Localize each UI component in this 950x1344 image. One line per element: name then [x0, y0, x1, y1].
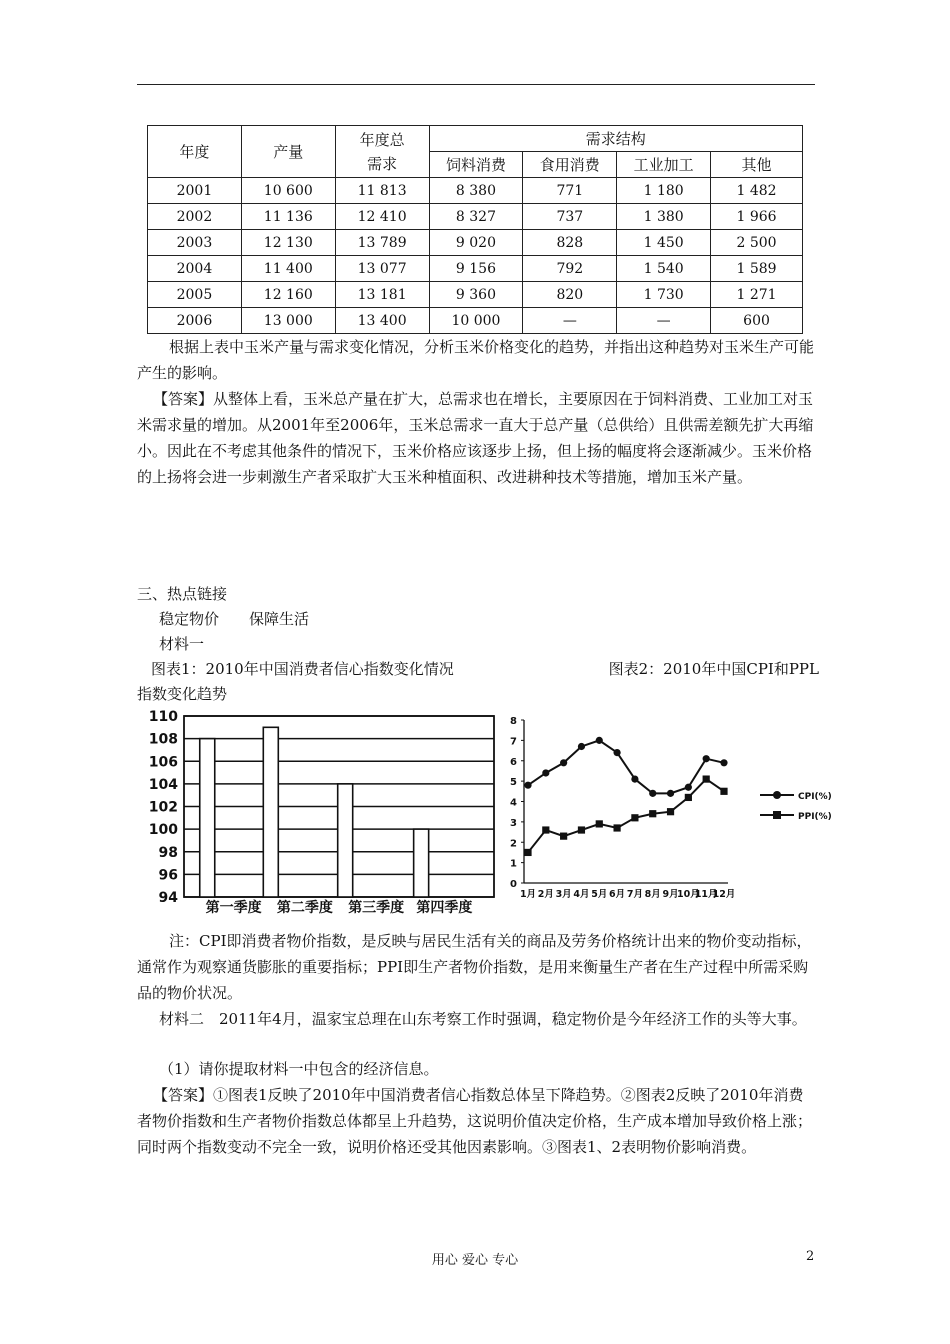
y-tick-label: 98: [158, 844, 178, 861]
table-cell: 12 410: [335, 204, 429, 230]
table-cell: 600: [711, 308, 803, 334]
table-cell: 1 482: [711, 178, 803, 204]
data-point: [542, 826, 549, 833]
x-tick-label: 6月: [609, 889, 626, 900]
bar: [200, 739, 215, 897]
x-tick-label: 1月: [519, 889, 537, 900]
page-number: 2: [806, 1249, 815, 1264]
table-cell: 8 380: [429, 178, 523, 204]
data-point: [542, 769, 549, 776]
table-cell: 11 400: [241, 256, 335, 282]
table-cell: 13 400: [335, 308, 429, 334]
table-cell: 1 450: [617, 230, 711, 256]
table-cell: 771: [523, 178, 617, 204]
material-1-label: 材料一: [159, 635, 205, 653]
y-tick-label: 5: [510, 777, 517, 789]
data-point: [720, 759, 727, 766]
data-point: [703, 755, 710, 762]
data-point: [578, 826, 585, 833]
table-cell: 8 327: [429, 204, 523, 230]
x-tick-label: 第三季度: [348, 900, 405, 916]
question-1: 根据上表中玉米产量与需求变化情况，分析玉米价格变化的趋势，并指出这种趋势对玉米生产可能产生的影响。: [137, 338, 815, 382]
table-cell: 2004: [148, 256, 242, 282]
data-point: [667, 808, 674, 815]
legend-marker: [773, 811, 781, 819]
x-tick-label: 5月: [591, 889, 608, 900]
table-cell: 1 380: [617, 204, 711, 230]
table-row: [148, 282, 803, 308]
x-tick-label: 2月: [537, 889, 554, 900]
x-tick-label: 第二季度: [276, 900, 333, 916]
x-tick-label: 第一季度: [205, 900, 262, 916]
topic-line: 稳定物价 保障生活: [159, 610, 310, 628]
x-tick-label: 3月: [555, 889, 572, 900]
col-structure-header: 需求结构: [429, 126, 802, 152]
table-cell: 1 271: [711, 282, 803, 308]
table-row: [148, 178, 803, 204]
y-tick-label: 0: [510, 879, 517, 890]
x-tick-label: 7月: [626, 889, 643, 900]
data-point: [667, 790, 674, 797]
table-cell: 1 540: [617, 256, 711, 282]
x-tick-label: 4月: [573, 889, 590, 900]
col-industry-header: 工业加工: [617, 152, 711, 178]
legend-label: PPI(%): [798, 812, 832, 822]
table-cell: 10 600: [241, 178, 335, 204]
table-cell: —: [523, 308, 617, 334]
y-tick-label: 8: [510, 716, 517, 727]
data-point: [685, 784, 692, 791]
data-point: [703, 775, 710, 782]
answer-2: 【答案】①图表1反映了2010年中国消费者信心指数总体呈下降趋势。②图表2反映了2010年消费者物价指数和生产者物价指数总体都呈上升趋势，这说明价值决定价格，生产成本增加导致价格上涨；同时两个指数变动不完全一致，说明价格还受其他因素影响。③图表1、2表明物价影响消费。: [137, 1086, 813, 1156]
corn-supply-demand-table: [147, 125, 803, 334]
table-cell: 12 160: [241, 282, 335, 308]
data-point: [631, 775, 638, 782]
data-point: [631, 814, 638, 821]
data-point: [720, 788, 727, 795]
bar: [414, 829, 429, 897]
question-2: （1）请你提取材料一中包含的经济信息。: [159, 1060, 439, 1078]
x-tick-label: 8月: [644, 889, 661, 900]
table-row: [148, 230, 803, 256]
data-point: [560, 833, 567, 840]
x-tick-label: 第四季度: [416, 900, 473, 916]
data-point: [596, 820, 603, 827]
data-point: [560, 759, 567, 766]
data-point: [649, 810, 656, 817]
col-demand-header: [335, 126, 429, 178]
table-row: [148, 308, 803, 334]
y-tick-label: 6: [510, 756, 517, 768]
y-tick-label: 1: [510, 858, 517, 870]
table-cell: 11 136: [241, 204, 335, 230]
table-cell: 9 020: [429, 230, 523, 256]
note-paragraph: 注：CPI即消费者物价指数，是反映与居民生活有关的商品及劳务价格统计出来的物价变动指标，通常作为观察通货膨胀的重要指标；PPI即生产者物价指数，是用来衡量生产者在生产过程中所需采购品的物价状况。: [137, 932, 812, 1002]
y-tick-label: 110: [148, 709, 178, 725]
header-rule: [137, 84, 815, 85]
table-cell: 2005: [148, 282, 242, 308]
y-tick-label: 108: [148, 731, 178, 748]
section-title: 三、热点链接: [137, 585, 228, 603]
bar: [338, 784, 353, 897]
series-line: [528, 740, 724, 793]
y-tick-label: 106: [148, 754, 178, 771]
table-cell: 1 730: [617, 282, 711, 308]
table-cell: 10 000: [429, 308, 523, 334]
y-tick-label: 2: [510, 838, 517, 850]
material-2: 材料二 2011年4月，温家宝总理在山东考察工作时强调，稳定物价是今年经济工作的头等大事。: [159, 1010, 807, 1028]
y-tick-label: 94: [158, 890, 178, 906]
col-feed-header: 饲料消费: [429, 152, 523, 178]
x-tick-label: 9月: [662, 889, 679, 900]
table-cell: 1 180: [617, 178, 711, 204]
chart2-caption: 图表2：2010年中国CPI和PPL: [608, 660, 819, 678]
chart1-caption: 图表1：2010年中国消费者信心指数变化情况: [151, 660, 454, 678]
x-tick-label: 10月: [676, 889, 700, 900]
table-cell: 13 000: [241, 308, 335, 334]
chart2-caption-cont: 指数变化趋势: [137, 685, 228, 703]
col-demand-header-line2: 需求: [367, 154, 398, 173]
y-tick-label: 4: [510, 797, 517, 809]
table-cell: 820: [523, 282, 617, 308]
data-point: [524, 849, 531, 856]
cpi-ppi-line-chart: [500, 712, 845, 912]
table-cell: 2003: [148, 230, 242, 256]
table-cell: 737: [523, 204, 617, 230]
data-point: [649, 790, 656, 797]
y-tick-label: 100: [148, 822, 178, 839]
series-line: [528, 779, 724, 852]
data-point: [524, 782, 531, 789]
table-cell: 2006: [148, 308, 242, 334]
col-demand-header-line1: 年度总: [359, 130, 405, 149]
data-point: [685, 794, 692, 801]
col-year-header: 年度: [148, 126, 242, 178]
col-output-header: 产量: [241, 126, 335, 178]
y-tick-label: 3: [510, 817, 517, 829]
data-point: [613, 749, 620, 756]
table-cell: 9 156: [429, 256, 523, 282]
table-row: [148, 204, 803, 230]
y-tick-label: 7: [510, 736, 517, 748]
table-cell: 792: [523, 256, 617, 282]
x-tick-label: 11月: [694, 889, 718, 900]
y-tick-label: 102: [148, 799, 178, 816]
legend-label: CPI(%): [798, 792, 832, 802]
y-tick-label: 104: [148, 776, 178, 793]
col-other-header: 其他: [711, 152, 803, 178]
table-cell: 12 130: [241, 230, 335, 256]
table-cell: 13 077: [335, 256, 429, 282]
consumer-confidence-bar-chart: [137, 705, 512, 920]
table-cell: 13 181: [335, 282, 429, 308]
data-point: [613, 824, 620, 831]
page-footer: 用心 爱心 专心: [431, 1253, 519, 1268]
x-tick-label: 12月: [712, 889, 736, 900]
answer-1: 【答案】从整体上看，玉米总产量在扩大，总需求也在增长，主要原因在于饲料消费、工业加工对玉米需求量的增加。从2001年至2006年，玉米总需求一直大于总产量（总供给）且供需差额先扩大再缩小。因此在不考虑其他条件的情况下，玉米价格应该逐步上扬，但上扬的幅度将会逐渐减少。玉米价格的上扬将会进一步刺激生产者采取扩大玉米种植面积、改进耕种技术等措施，增加玉米产量。: [137, 390, 814, 486]
table-cell: 11 813: [335, 178, 429, 204]
data-point: [596, 737, 603, 744]
table-cell: 2002: [148, 204, 242, 230]
col-food-header: 食用消费: [523, 152, 617, 178]
table-row: [148, 256, 803, 282]
table-cell: 828: [523, 230, 617, 256]
bar: [263, 727, 278, 897]
table-cell: 13 789: [335, 230, 429, 256]
table-cell: —: [617, 308, 711, 334]
y-tick-label: 96: [158, 867, 178, 884]
table-cell: 2001: [148, 178, 242, 204]
table-cell: 9 360: [429, 282, 523, 308]
legend-marker: [773, 791, 781, 799]
table-cell: 2 500: [711, 230, 803, 256]
table-cell: 1 966: [711, 204, 803, 230]
data-point: [578, 743, 585, 750]
table-cell: 1 589: [711, 256, 803, 282]
